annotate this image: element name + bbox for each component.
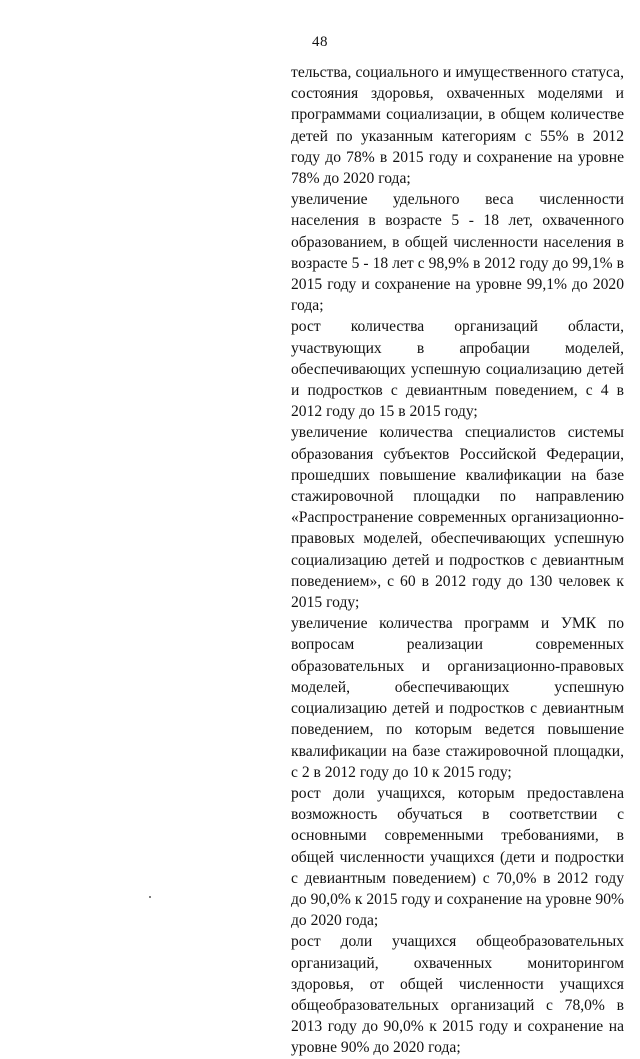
paragraph-health-monitoring: рост доли учащихся общеобразовательных организаций, охваченных мониторингом здоровья, от общей численности учащихся общеобразовательных организаций с 78,0% в 2013 году до 90,0% к 2015 году и сохранение на уровне 90% до 2020 года; xyxy=(291,933,624,1057)
paragraph-specialists-training: увеличение количества специалистов системы образования субъектов Российской Федерации, прошедших повышение квалификации на базе стажировочной площадки по направлению «Распространение современных организационно-правовых моделей, обеспечивающих успешную социализацию детей и подростков с девиантным поведением», с 60 в 2012 году до 130 человек к 2015 году; xyxy=(291,424,624,612)
scan-speck xyxy=(149,896,151,898)
paragraph-social-status-coverage: тельства, социального и имущественного статуса, состояния здоровья, охваченных моделями и программами социализации, в общем количестве детей по указанным категориям с 55% в 2012 году до 78% в 2015 году и сохранение на уровне 78% до 2020 года; xyxy=(291,64,624,188)
paragraph-students-modern-requirements: рост доли учащихся, которым предоставлена возможность обучаться в соответствии с основными современными требованиями, в общей численности учащихся (дети и подростки с девиантным поведением) с 70,0% в 2012 году до 90,0% к 2015 году и сохранение на уровне 90% до 2020 года; xyxy=(291,784,624,930)
paragraph-education-coverage-5-18: увеличение удельного веса численности населения в возрасте 5 - 18 лет, охваченного образованием, в общей численности населения в возрасте 5 - 18 лет с 98,9% в 2012 году до 99,1% в 2015 году и сохранение на уровне 99,1% до 2020 года; xyxy=(291,191,624,315)
paragraph-programs-umk: увеличение количества программ и УМК по вопросам реализации современных образовательных и организационно-правовых моделей, обеспечивающих успешную социализацию детей и подростков с девиантным поведением, по которым ведется повышение квалификации на базе стажировочной площадки, с 2 в 2012 году до 10 к 2015 году; xyxy=(291,615,624,781)
document-text-column xyxy=(291,62,624,1059)
page-number: 48 xyxy=(312,34,328,50)
paragraph-organizations-approbation: рост количества организаций области, участвующих в апробации моделей, обеспечивающих успешную социализацию детей и подростков с девиантным поведением, с 4 в 2012 году до 15 в 2015 году; xyxy=(291,318,624,421)
